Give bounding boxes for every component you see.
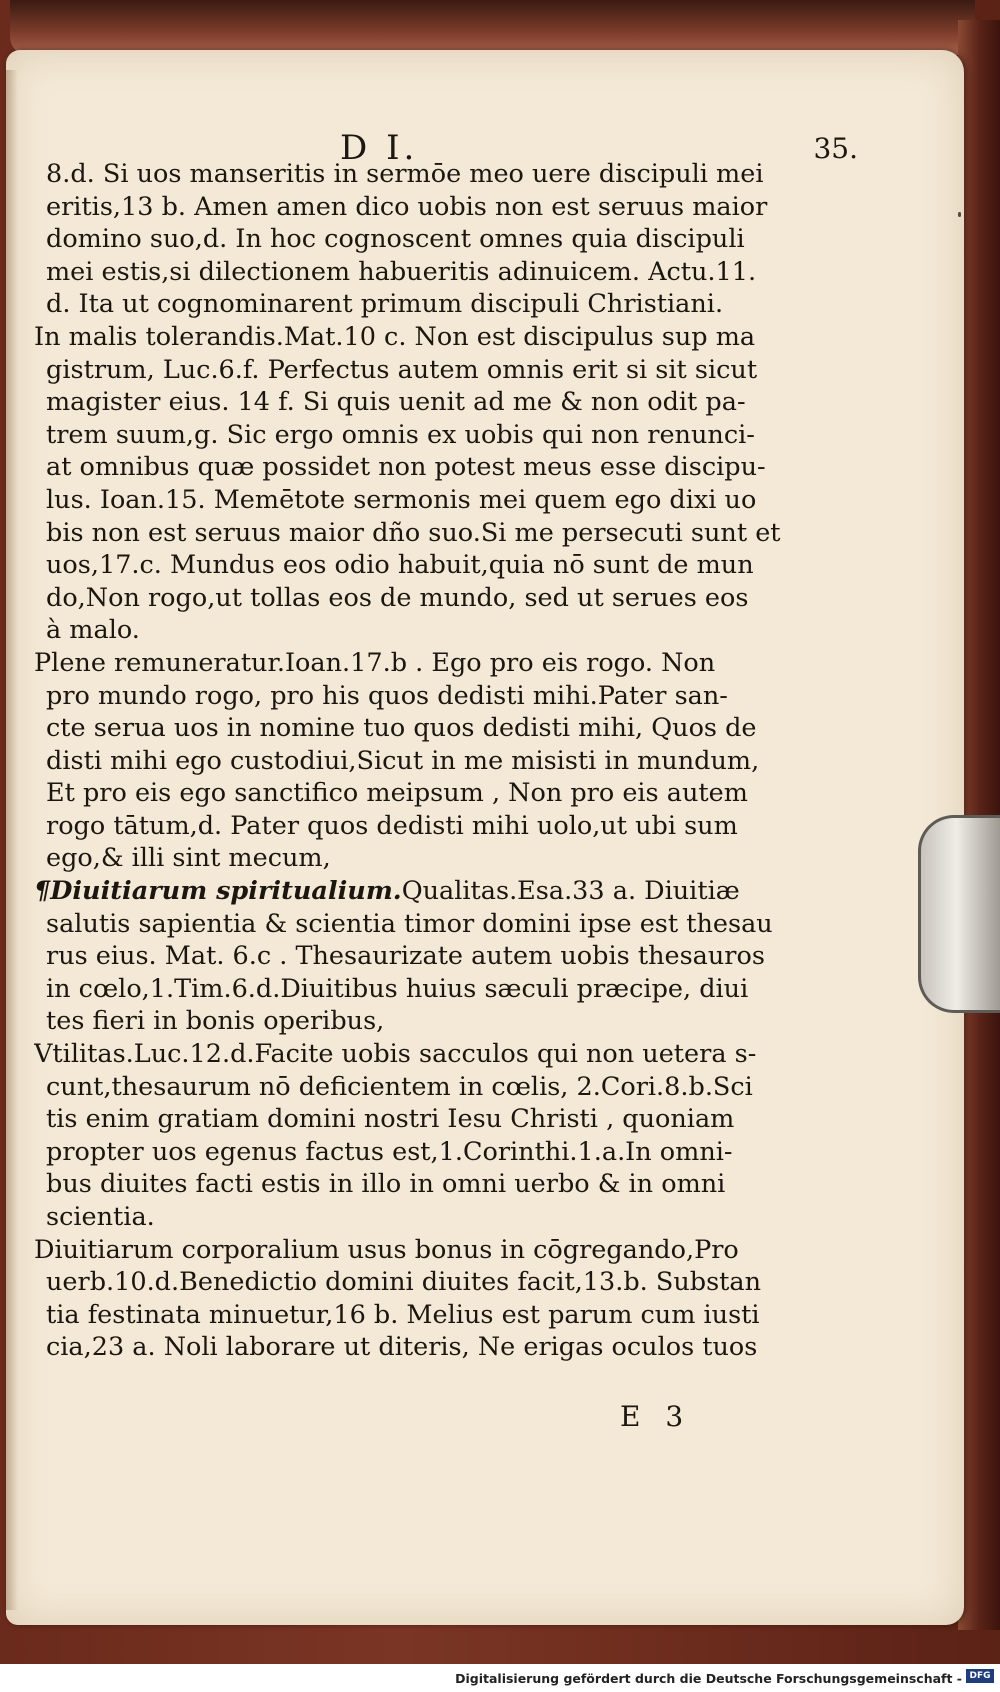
text-line: trem suum,g. Sic ergo omnis ex uobis qui non renunci-	[46, 419, 755, 450]
section-heading: ¶Diuitiarum spiritualium.	[34, 876, 402, 907]
text-line: gistrum, Luc.6.f. Perfectus autem omnis erit si sit sicut	[46, 354, 758, 385]
text-line: ego,& illi sint mecum,	[46, 843, 331, 874]
text-line: bis non est seruus maior dño suo.Si me persecuti sunt et	[46, 517, 781, 548]
text-line: Diuitiarum corporalium usus bonus in cōgregando,Pro	[34, 1234, 739, 1265]
signature-mark: D I.	[340, 128, 419, 168]
folio-number: 35.	[813, 132, 858, 165]
text-line: in cœlo,1.Tim.6.d.Diuitibus huius sæculi præcipe, diui	[46, 973, 749, 1004]
text-line: tes fieri in bonis operibus,	[46, 1006, 385, 1037]
text-line: tia festinata minuetur,16 b. Melius est parum cum iusti	[46, 1299, 760, 1330]
text-line: tis enim gratiam domini nostri Iesu Christi , quoniam	[46, 1104, 735, 1135]
text-line: magister eius. 14 f. Si quis uenit ad me & non odit pa-	[46, 387, 746, 418]
text-line: propter uos egenus factus est,1.Corinthi.1.a.In omni-	[46, 1136, 733, 1167]
book-clasp	[918, 815, 1000, 1013]
text-line: scientia.	[46, 1202, 155, 1232]
text-line-rest: Qualitas.Esa.33 a. Diuitiæ	[401, 876, 740, 907]
text-line: salutis sapientia & scientia timor domini ipse est thesau	[46, 908, 773, 939]
text-line: uerb.10.d.Benedictio domini diuites facit,13.b. Substan	[46, 1267, 762, 1298]
text-line: at omnibus quæ possidet non potest meus esse discipu-	[46, 452, 766, 483]
catchword-signature: E 3	[620, 1400, 692, 1433]
text-line: eritis,13 b. Amen amen dico uobis non est seruus maior	[46, 191, 768, 222]
text-line: cunt,thesaurum nō deficientem in cœlis, 2.Cori.8.b.Sci	[46, 1071, 753, 1102]
text-line: d. Ita ut cognominarent primum discipuli Christiani.	[46, 289, 724, 320]
credit-text: Digitalisierung gefördert durch die Deutsche Forschungsgemeinschaft -	[455, 1671, 962, 1686]
page-gutter-shadow	[6, 70, 18, 1610]
text-line: lus. Ioan.15. Memētote sermonis mei quem ego dixi uo	[46, 484, 757, 515]
text-line: Et pro eis ego sanctifico meipsum , Non pro eis autem	[46, 778, 748, 809]
dfg-logo-icon: DFG	[966, 1669, 994, 1683]
text-line: rus eius. Mat. 6.c . Thesaurizate autem uobis thesauros	[46, 941, 765, 972]
paper-speck	[958, 212, 961, 217]
digitization-credit-bar	[0, 1664, 1000, 1692]
text-line: Vtilitas.Luc.12.d.Facite uobis sacculos qui non uetera s-	[34, 1039, 757, 1070]
binding-top-edge	[10, 0, 975, 55]
text-line: cia,23 a. Noli laborare ut diteris, Ne erigas oculos tuos	[46, 1332, 758, 1363]
body-text	[34, 158, 804, 1364]
text-line: 8.d. Si uos manseritis in sermōe meo uere discipuli mei	[46, 159, 764, 189]
text-line: Plene remuneratur.Ioan.17.b . Ego pro eis rogo. Non	[34, 647, 716, 678]
text-line: bus diuites facti estis in illo in omni uerbo & in omni	[46, 1169, 726, 1200]
text-line: In malis tolerandis.Mat.10 c. Non est discipulus sup ma	[34, 321, 756, 352]
page-footer	[60, 1400, 900, 1440]
text-line: pro mundo rogo, pro his quos dedisti mihi.Pater san-	[46, 680, 728, 711]
text-line: domino suo,d. In hoc cognoscent omnes quia discipuli	[46, 224, 745, 255]
text-line: uos,17.c. Mundus eos odio habuit,quia nō sunt de mun	[46, 550, 754, 581]
text-line: cte serua uos in nomine tuo quos dedisti mihi, Quos de	[46, 713, 757, 744]
text-line: do,Non rogo,ut tollas eos de mundo, sed ut serues eos	[46, 582, 749, 613]
text-line: rogo tātum,d. Pater quos dedisti mihi uolo,ut ubi sum	[46, 810, 738, 841]
text-line	[34, 875, 804, 908]
text-line: mei estis,si dilectionem habueritis adinuicem. Actu.11.	[46, 256, 757, 287]
text-line: à malo.	[46, 615, 140, 646]
text-line: disti mihi ego custodiui,Sicut in me misisti in mundum,	[46, 745, 760, 776]
